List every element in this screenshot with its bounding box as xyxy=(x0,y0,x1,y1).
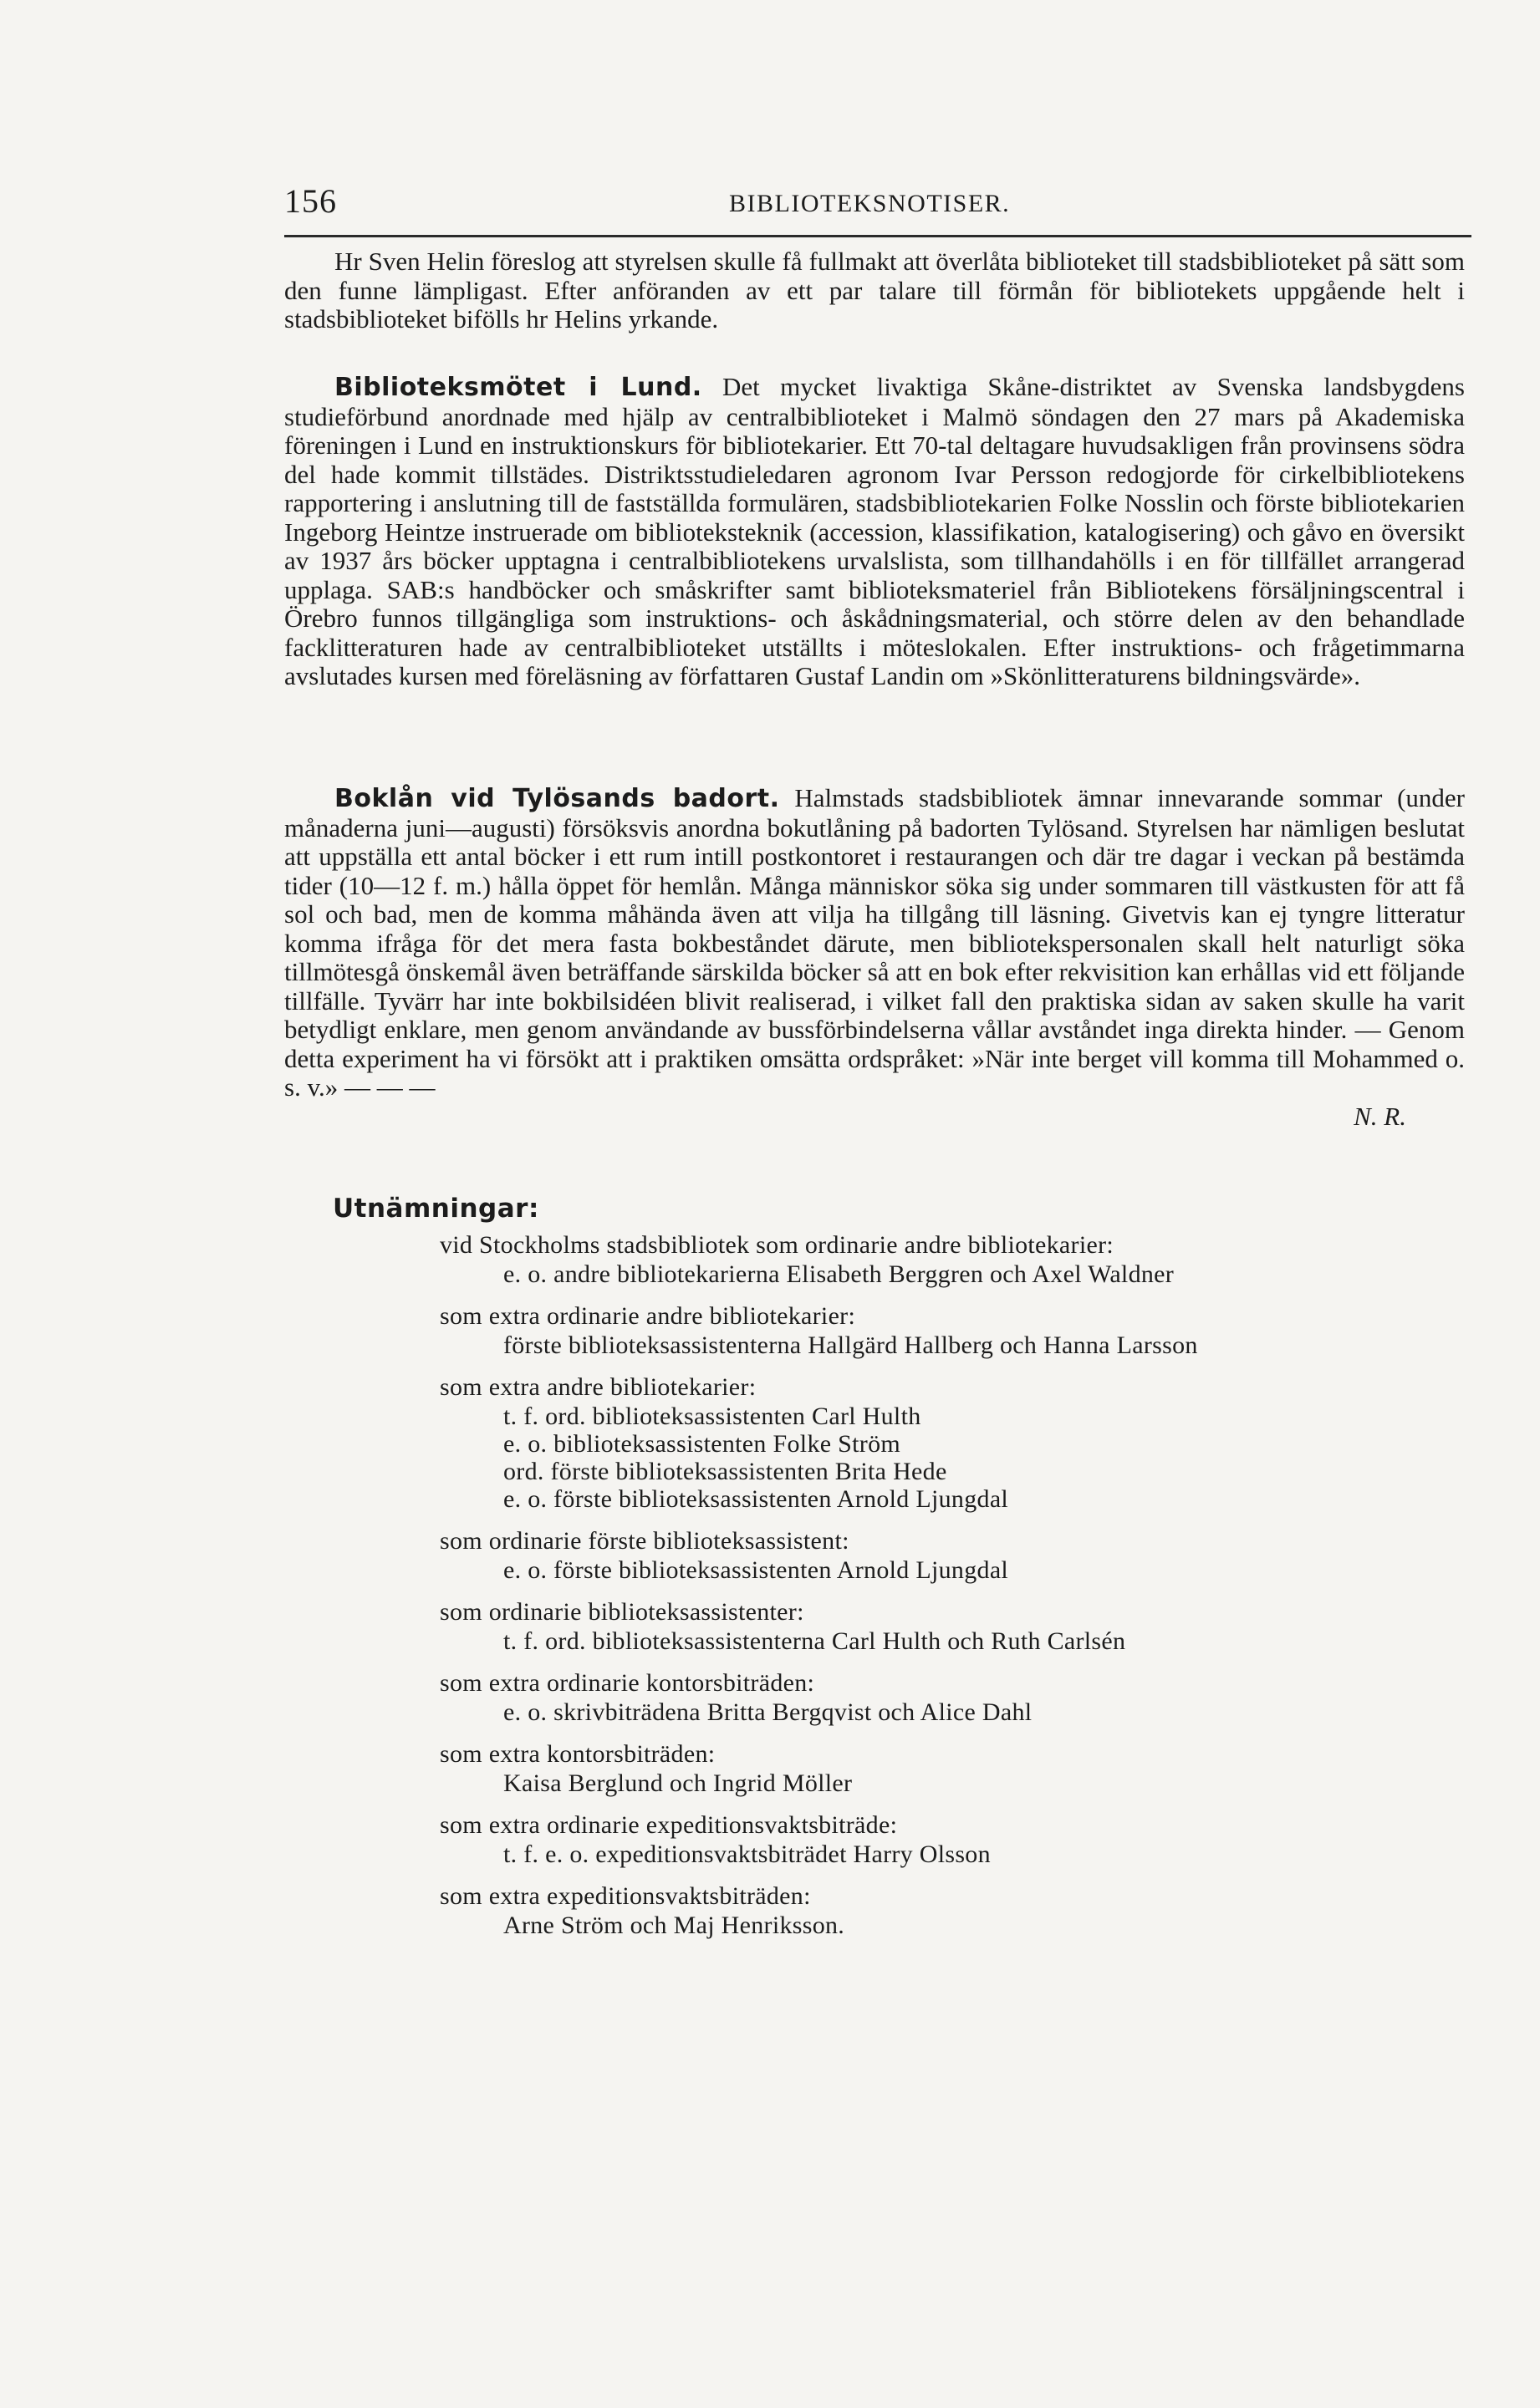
appointment-category: som ordinarie biblioteksassistenter: xyxy=(440,1598,804,1626)
appointment-category: som ordinarie förste biblioteksassistent: xyxy=(440,1527,849,1555)
appointment-group xyxy=(440,1739,1443,1797)
appointment-group xyxy=(440,1372,1443,1513)
running-title: BIBLIOTEKSNOTISER. xyxy=(729,190,1011,217)
appointee: e. o. förste biblioteksassistenten Arnold Ljungdal xyxy=(503,1556,1009,1584)
appointment-group xyxy=(440,1230,1443,1288)
appointee: t. f. e. o. expeditionsvaktsbiträdet Harry Olsson xyxy=(503,1840,991,1868)
page-header xyxy=(284,180,1471,237)
appointee: Kaisa Berglund och Ingrid Möller xyxy=(503,1769,853,1797)
appointment-category: som extra ordinarie andre bibliotekarier: xyxy=(440,1302,856,1330)
appointments-list xyxy=(440,1230,1443,1952)
tylosand-text: Halmstads stadsbibliotek ämnar innevarande sommar (under månaderna juni—augusti) försöksvis anordna bokutlåning på badorten Tylösand. Styrelsen har nämligen beslutat att uppställa ett antal böcker i ett rum intill postkontoret i restaurangen och där tre dagar i veckan på bestämda tider (10—12 f. m.) hålla öppet för hemlån. Många människor söka sig under sommaren till västkusten för att få sol och bad, men de komma måhända även att vilja ha tillgång till läsning. Givetvis kan ej tyngre litteratur komma ifråga för det mera fasta bokbeståndet därute, men bibliotekspersonalen skall helt naturligt söka tillmötesgå önskemål även beträffande särskilda böcker så att en bok efter rekvisition kan erhållas vid ett följande tillfälle. Tyvärr har inte bokbilsidéen blivit realiserad, i vilket fall den praktiska sidan av saken skulle ha varit betydligt enklare, men genom användande av bussförbindelserna vållar avståndet inga direkta hinder. — Genom detta experiment ha vi försökt att i praktiken omsätta ordspråket: »När inte berget vill komma till Mohammed o. s. v.» — — — xyxy=(284,783,1465,1102)
appointment-category: som extra ordinarie kontorsbiträden: xyxy=(440,1669,815,1697)
appointee: e. o. andre bibliotekarierna Elisabeth Berggren och Axel Waldner xyxy=(503,1260,1175,1288)
appointment-group xyxy=(440,1668,1443,1726)
appointee: t. f. ord. biblioteksassistenterna Carl Hulth och Ruth Carlsén xyxy=(503,1627,1126,1655)
appointee: förste biblioteksassistenterna Hallgärd Hallberg och Hanna Larsson xyxy=(503,1331,1198,1359)
appointee: e. o. biblioteksassistenten Folke Ström xyxy=(503,1430,901,1458)
intro-text: Hr Sven Helin föreslog att styrelsen skulle få fullmakt att överlåta biblioteket till stadsbiblioteket på sätt som den funne lämpligast. Efter anföranden av ett par talare till förmån för bibliotekets uppgående helt i stadsbiblioteket bifölls hr Helins yrkande. xyxy=(284,247,1465,333)
appointment-group xyxy=(440,1810,1443,1868)
appointment-group xyxy=(440,1301,1443,1359)
appointments-heading: Utnämningar: xyxy=(333,1194,539,1224)
appointment-category: som extra ordinarie expeditionsvaktsbiträde: xyxy=(440,1811,898,1839)
lund-article xyxy=(284,373,1465,691)
lund-text: Det mycket livaktiga Skåne-distriktet av Svenska landsbygdens studieförbund anordnade med hjälp av centralbiblioteket i Malmö söndagen den 27 mars på Akademiska föreningen i Lund en instruktionskurs för bibliotekarier. Ett 70-tal deltagare huvudsakligen från provinsens södra del hade kommit tillstädes. Distriktsstudieledaren agronom Ivar Persson redogjorde för cirkelbibliotekens rapportering i anslutning till de fastställda formulären, stadsbibliotekarien Folke Nosslin och förste bibliotekarien Ingeborg Heintze instruerade om biblioteksteknik (accession, klassifikation, katalogisering) och gåvo en översikt av 1937 års böcker upptagna i centralbibliotekens urvalslista, som tillhandahölls i en för tillfället arrangerad upplaga. SAB:s handböcker och småskrifter samt biblioteksmateriel från Bibliotekens försäljningscentral i Örebro funnos tillgängliga som instruktions- och åskådningsmaterial, och större delen av den behandlade facklitteraturen hade av centralbiblioteket utställts i möteslokalen. Efter instruktions- och frågetimmarna avslutades kursen med föreläsning av författaren Gustaf Landin om »Skönlitteraturens bildningsvärde». xyxy=(284,372,1465,690)
appointee: t. f. ord. biblioteksassistenten Carl Hulth xyxy=(503,1403,921,1430)
tylosand-heading: Boklån vid Tylösands badort. xyxy=(334,784,780,813)
lund-heading: Biblioteksmötet i Lund. xyxy=(334,373,702,402)
appointment-category: vid Stockholms stadsbibliotek som ordinarie andre bibliotekarier: xyxy=(440,1231,1114,1259)
appointment-category: som extra expeditionsvaktsbiträden: xyxy=(440,1882,811,1910)
appointee: e. o. förste biblioteksassistenten Arnold Ljungdal xyxy=(503,1485,1009,1513)
appointee: e. o. skrivbiträdena Britta Bergqvist och Alice Dahl xyxy=(503,1698,1033,1726)
appointment-group xyxy=(440,1526,1443,1584)
appointment-category: som extra andre bibliotekarier: xyxy=(440,1373,757,1401)
appointment-group xyxy=(440,1881,1443,1939)
appointment-category: som extra kontorsbiträden: xyxy=(440,1740,716,1768)
intro-paragraph xyxy=(284,247,1465,334)
tylosand-article xyxy=(284,784,1465,1131)
appointee: Arne Ström och Maj Henriksson. xyxy=(503,1912,845,1939)
page-number: 156 xyxy=(284,182,337,220)
appointee: ord. förste biblioteksassistenten Brita Hede xyxy=(503,1458,947,1485)
author-signature: N. R. xyxy=(1354,1101,1406,1131)
appointment-group xyxy=(440,1597,1443,1655)
